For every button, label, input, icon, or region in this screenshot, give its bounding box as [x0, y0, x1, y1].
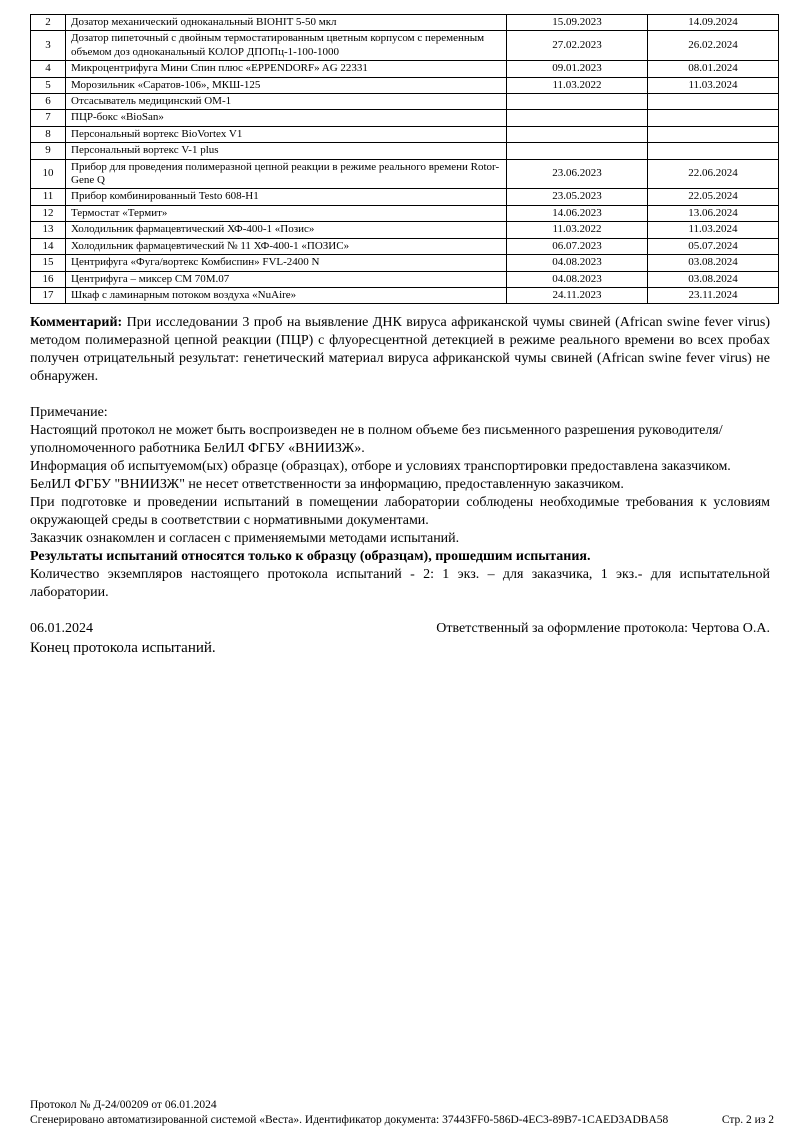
spacer: [30, 386, 770, 404]
signature-row: [30, 620, 770, 638]
table-row: [31, 143, 779, 159]
table-row: [31, 238, 779, 254]
note-line-results: Результаты испытаний относятся только к образцу (образцам), прошедшим испытания.: [30, 549, 591, 565]
note-line-sample-info: Информация об испытуемом(ых) образце (образцах), отборе и условиях транспортировки предоставлена заказчиком.: [30, 459, 731, 475]
equipment-name-cell: Центрифуга – миксер СМ 70М.07: [66, 271, 507, 287]
verification-date-cell: 11.03.2022: [507, 222, 648, 238]
row-number-cell: 3: [31, 31, 66, 61]
verification-date-cell: 06.07.2023: [507, 238, 648, 254]
equipment-table: [30, 14, 779, 304]
valid-until-date-cell: [648, 143, 779, 159]
verification-date-cell: 11.03.2022: [507, 77, 648, 93]
table-row: [31, 159, 779, 189]
equipment-name-cell: Микроцентрифуга Мини Спин плюс «EPPENDORF» AG 22331: [66, 61, 507, 77]
table-row: [31, 61, 779, 77]
table-row: [31, 94, 779, 110]
comment-label: Комментарий:: [30, 315, 123, 331]
signature-date: 06.01.2024: [30, 621, 93, 637]
verification-date-cell: 24.11.2023: [507, 287, 648, 303]
note-line-copies: Количество экземпляров настоящего протокола испытаний - 2: 1 экз. – для заказчика, 1 экз.- для испытательной лаборатории.: [30, 567, 770, 601]
row-number-cell: 2: [31, 15, 66, 31]
note-line-customer-agreement: Заказчик ознакомлен и согласен с применяемыми методами испытаний.: [30, 531, 460, 547]
row-number-cell: 16: [31, 271, 66, 287]
equipment-name-cell: Прибор для проведения полимеразной цепной реакции в режиме реального времени Rotor-Gene Q: [66, 159, 507, 189]
footer-protocol-number: Протокол № Д-24/00209 от 06.01.2024: [30, 1099, 217, 1111]
footer-page-number: Стр. 2 из 2: [721, 1114, 774, 1126]
row-number-cell: 13: [31, 222, 66, 238]
equipment-name-cell: Морозильник «Саратов-106», МКШ-125: [66, 77, 507, 93]
valid-until-date-cell: [648, 126, 779, 142]
table-row: [31, 255, 779, 271]
note-line-conditions: При подготовке и проведении испытаний в помещении лаборатории соблюдены необходимые требования к условиям окружающей среды в соответствии с нормативными документами.: [30, 495, 770, 529]
equipment-name-cell: Отсасыватель медицинский ОМ-1: [66, 94, 507, 110]
valid-until-date-cell: 22.06.2024: [648, 159, 779, 189]
equipment-name-cell: Холодильник фармацевтический ХФ-400-1 «Позис»: [66, 222, 507, 238]
comment-paragraph: [30, 314, 770, 386]
table-row: [31, 110, 779, 126]
end-of-protocol-line: Конец протокола испытаний.: [30, 640, 216, 657]
footer-generated-text: Сгенерировано автоматизированной системой «Веста». Идентификатор документа: 37443FF0-586D-4EC3-89B7-1CAED3ADBA58: [30, 1114, 669, 1126]
equipment-name-cell: ПЦР-бокс «BioSan»: [66, 110, 507, 126]
row-number-cell: 14: [31, 238, 66, 254]
equipment-name-cell: Персональный вортекс V-1 plus: [66, 143, 507, 159]
row-number-cell: 11: [31, 189, 66, 205]
verification-date-cell: [507, 94, 648, 110]
valid-until-date-cell: 23.11.2024: [648, 287, 779, 303]
row-number-cell: 9: [31, 143, 66, 159]
table-row: [31, 15, 779, 31]
table-row: [31, 31, 779, 61]
valid-until-date-cell: 14.09.2024: [648, 15, 779, 31]
table-row: [31, 189, 779, 205]
table-row: [31, 126, 779, 142]
verification-date-cell: 04.08.2023: [507, 271, 648, 287]
valid-until-date-cell: 08.01.2024: [648, 61, 779, 77]
row-number-cell: 15: [31, 255, 66, 271]
equipment-name-cell: Дозатор пипеточный с двойным термостатированным цветным корпусом с переменным объемом доз одноканальный КОЛОР ДПОПц-1-100-1000: [66, 31, 507, 61]
valid-until-date-cell: [648, 110, 779, 126]
signature-responsible: Ответственный за оформление протокола: Чертова О.А.: [436, 621, 770, 637]
body-text-block: [30, 314, 770, 658]
verification-date-cell: 14.06.2023: [507, 205, 648, 221]
equipment-name-cell: Шкаф с ламинарным потоком воздуха «NuAire»: [66, 287, 507, 303]
valid-until-date-cell: 11.03.2024: [648, 77, 779, 93]
verification-date-cell: 09.01.2023: [507, 61, 648, 77]
notes-heading: Примечание:: [30, 405, 108, 421]
equipment-name-cell: Термостат «Термит»: [66, 205, 507, 221]
verification-date-cell: [507, 110, 648, 126]
verification-date-cell: 15.09.2023: [507, 15, 648, 31]
valid-until-date-cell: [648, 94, 779, 110]
verification-date-cell: [507, 143, 648, 159]
footer: [30, 1098, 774, 1128]
valid-until-date-cell: 03.08.2024: [648, 271, 779, 287]
comment-text: При исследовании 3 проб на выявление ДНК вируса африканской чумы свиней (African swine fever virus) методом полимеразной цепной реакции (ПЦР) с флуоресцентной детекцией в режиме реального времени во всех пробах получен отрицательный результат: генетический материал вируса африканской чумы свиней (African swine fever virus) не обнаружен.: [30, 315, 771, 385]
row-number-cell: 10: [31, 159, 66, 189]
table-row: [31, 271, 779, 287]
valid-until-date-cell: 26.02.2024: [648, 31, 779, 61]
row-number-cell: 8: [31, 126, 66, 142]
verification-date-cell: 04.08.2023: [507, 255, 648, 271]
verification-date-cell: 23.05.2023: [507, 189, 648, 205]
verification-date-cell: [507, 126, 648, 142]
row-number-cell: 6: [31, 94, 66, 110]
equipment-name-cell: Холодильник фармацевтический № 11 ХФ-400-1 «ПОЗИС»: [66, 238, 507, 254]
equipment-table-body: [31, 15, 779, 304]
row-number-cell: 7: [31, 110, 66, 126]
verification-date-cell: 23.06.2023: [507, 159, 648, 189]
equipment-name-cell: Центрифуга «Фуга/вортекс Комбиспин» FVL-2400 N: [66, 255, 507, 271]
table-row: [31, 222, 779, 238]
note-line-responsibility: БелИЛ ФГБУ "ВНИИЗЖ" не несет ответственности за информацию, предоставленную заказчиком.: [30, 477, 624, 493]
table-row: [31, 287, 779, 303]
valid-until-date-cell: 13.06.2024: [648, 205, 779, 221]
valid-until-date-cell: 03.08.2024: [648, 255, 779, 271]
valid-until-date-cell: 22.05.2024: [648, 189, 779, 205]
table-row: [31, 77, 779, 93]
row-number-cell: 5: [31, 77, 66, 93]
equipment-name-cell: Дозатор механический одноканальный BIOHIT 5-50 мкл: [66, 15, 507, 31]
equipment-name-cell: Прибор комбинированный Testo 608-H1: [66, 189, 507, 205]
row-number-cell: 12: [31, 205, 66, 221]
equipment-name-cell: Персональный вортекс BioVortex V1: [66, 126, 507, 142]
verification-date-cell: 27.02.2023: [507, 31, 648, 61]
note-line-reproduction: Настоящий протокол не может быть воспроизведен не в полном объеме без письменного разрешения руководителя/уполномоченного работника БелИЛ ФГБУ «ВНИИЗЖ».: [30, 423, 723, 457]
table-row: [31, 205, 779, 221]
row-number-cell: 17: [31, 287, 66, 303]
row-number-cell: 4: [31, 61, 66, 77]
valid-until-date-cell: 05.07.2024: [648, 238, 779, 254]
footer-generated-row: [30, 1113, 774, 1128]
valid-until-date-cell: 11.03.2024: [648, 222, 779, 238]
